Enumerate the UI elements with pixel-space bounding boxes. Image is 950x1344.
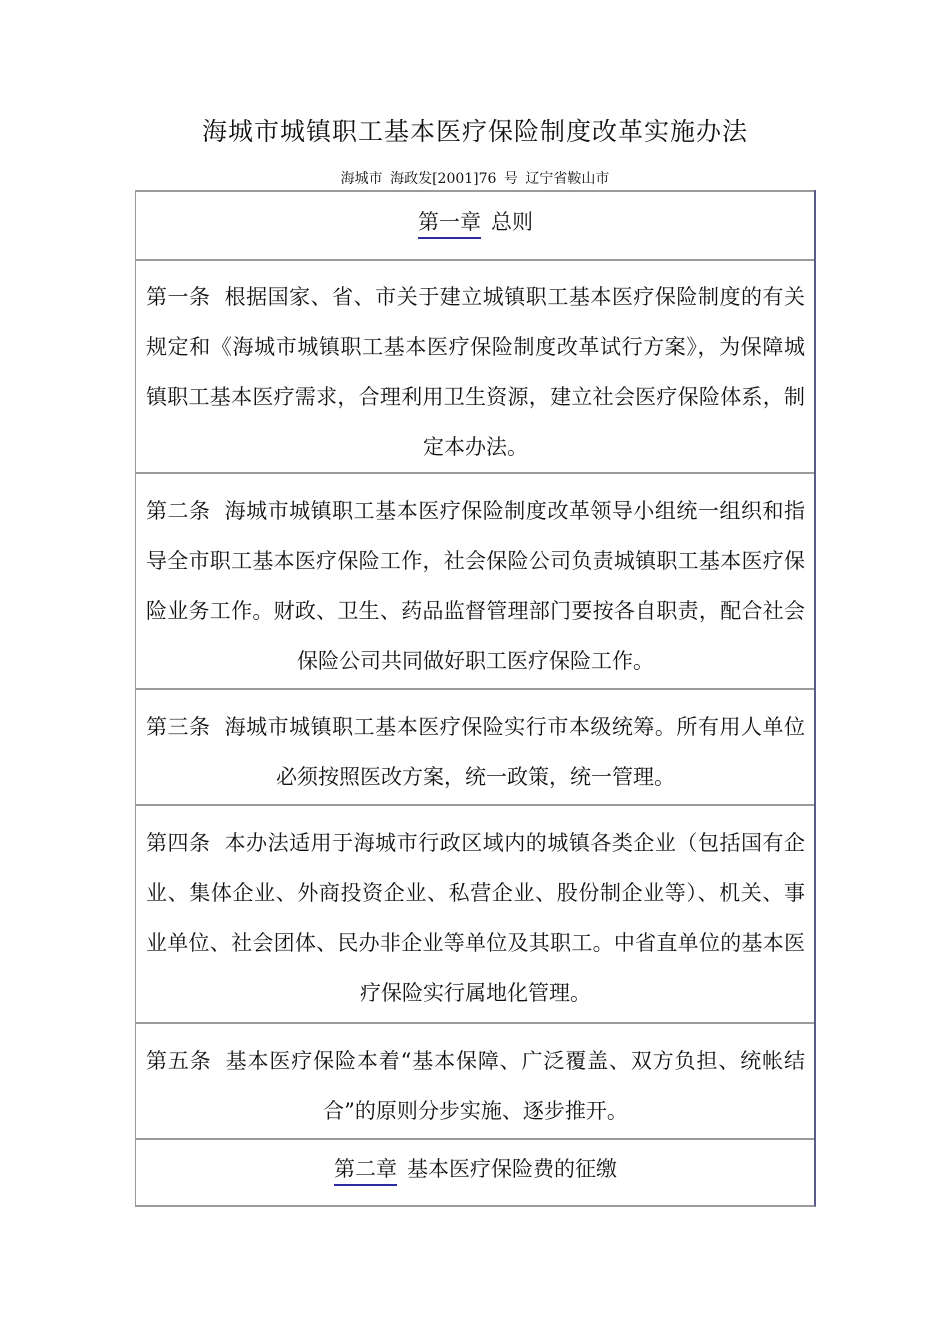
article-2 — [136, 472, 814, 688]
document-title: 海城市城镇职工基本医疗保险制度改革实施办法 — [201, 117, 748, 146]
chapter-number-link[interactable]: 第二章 — [334, 1154, 397, 1186]
article-1 — [136, 259, 814, 472]
chapter-heading-1 — [136, 190, 814, 259]
chapter-heading-2 — [136, 1138, 814, 1205]
article-text: 基本医疗保险本着“基本保障、广泛覆盖、双方负担、统帐结合”的原则分步实施、逐步推开。 — [225, 1049, 806, 1123]
chapter-number-link[interactable]: 第一章 — [418, 207, 481, 239]
article-label: 第三条 — [146, 715, 211, 739]
article-5 — [136, 1022, 814, 1138]
document-meta: 海城市 海政发[2001]76 号 辽宁省鞍山市 — [340, 171, 610, 187]
article-label: 第四条 — [146, 831, 211, 855]
article-text: 根据国家、省、市关于建立城镇职工基本医疗保险制度的有关规定和《海城市城镇职工基本医疗保险制度改革试行方案》，为保障城镇职工基本医疗需求，合理利用卫生资源，建立社会医疗保险体系，制定本办法。 — [146, 285, 806, 459]
article-text: 海城市城镇职工基本医疗保险实行市本级统筹。所有用人单位必须按照医改方案，统一政策，统一管理。 — [224, 715, 806, 789]
article-label: 第五条 — [146, 1049, 212, 1073]
chapter-title: 基本医疗保险费的征缴 — [407, 1157, 617, 1181]
article-text: 本办法适用于海城市行政区域内的城镇各类企业（包括国有企业、集体企业、外商投资企业、私营企业、股份制企业等）、机关、事业单位、社会团体、民办非企业等单位及其职工。中省直单位的基本医疗保险实行属地化管理。 — [146, 831, 806, 1005]
regulation-table — [135, 190, 816, 1207]
chapter-title: 总则 — [491, 210, 533, 234]
article-4 — [136, 804, 814, 1022]
article-label: 第二条 — [146, 499, 211, 523]
article-text: 海城市城镇职工基本医疗保险制度改革领导小组统一组织和指导全市职工基本医疗保险工作，社会保险公司负责城镇职工基本医疗保险业务工作。财政、卫生、药品监督管理部门要按各自职责，配合社会保险公司共同做好职工医疗保险工作。 — [146, 499, 806, 673]
article-label: 第一条 — [146, 285, 211, 309]
article-3 — [136, 688, 814, 804]
